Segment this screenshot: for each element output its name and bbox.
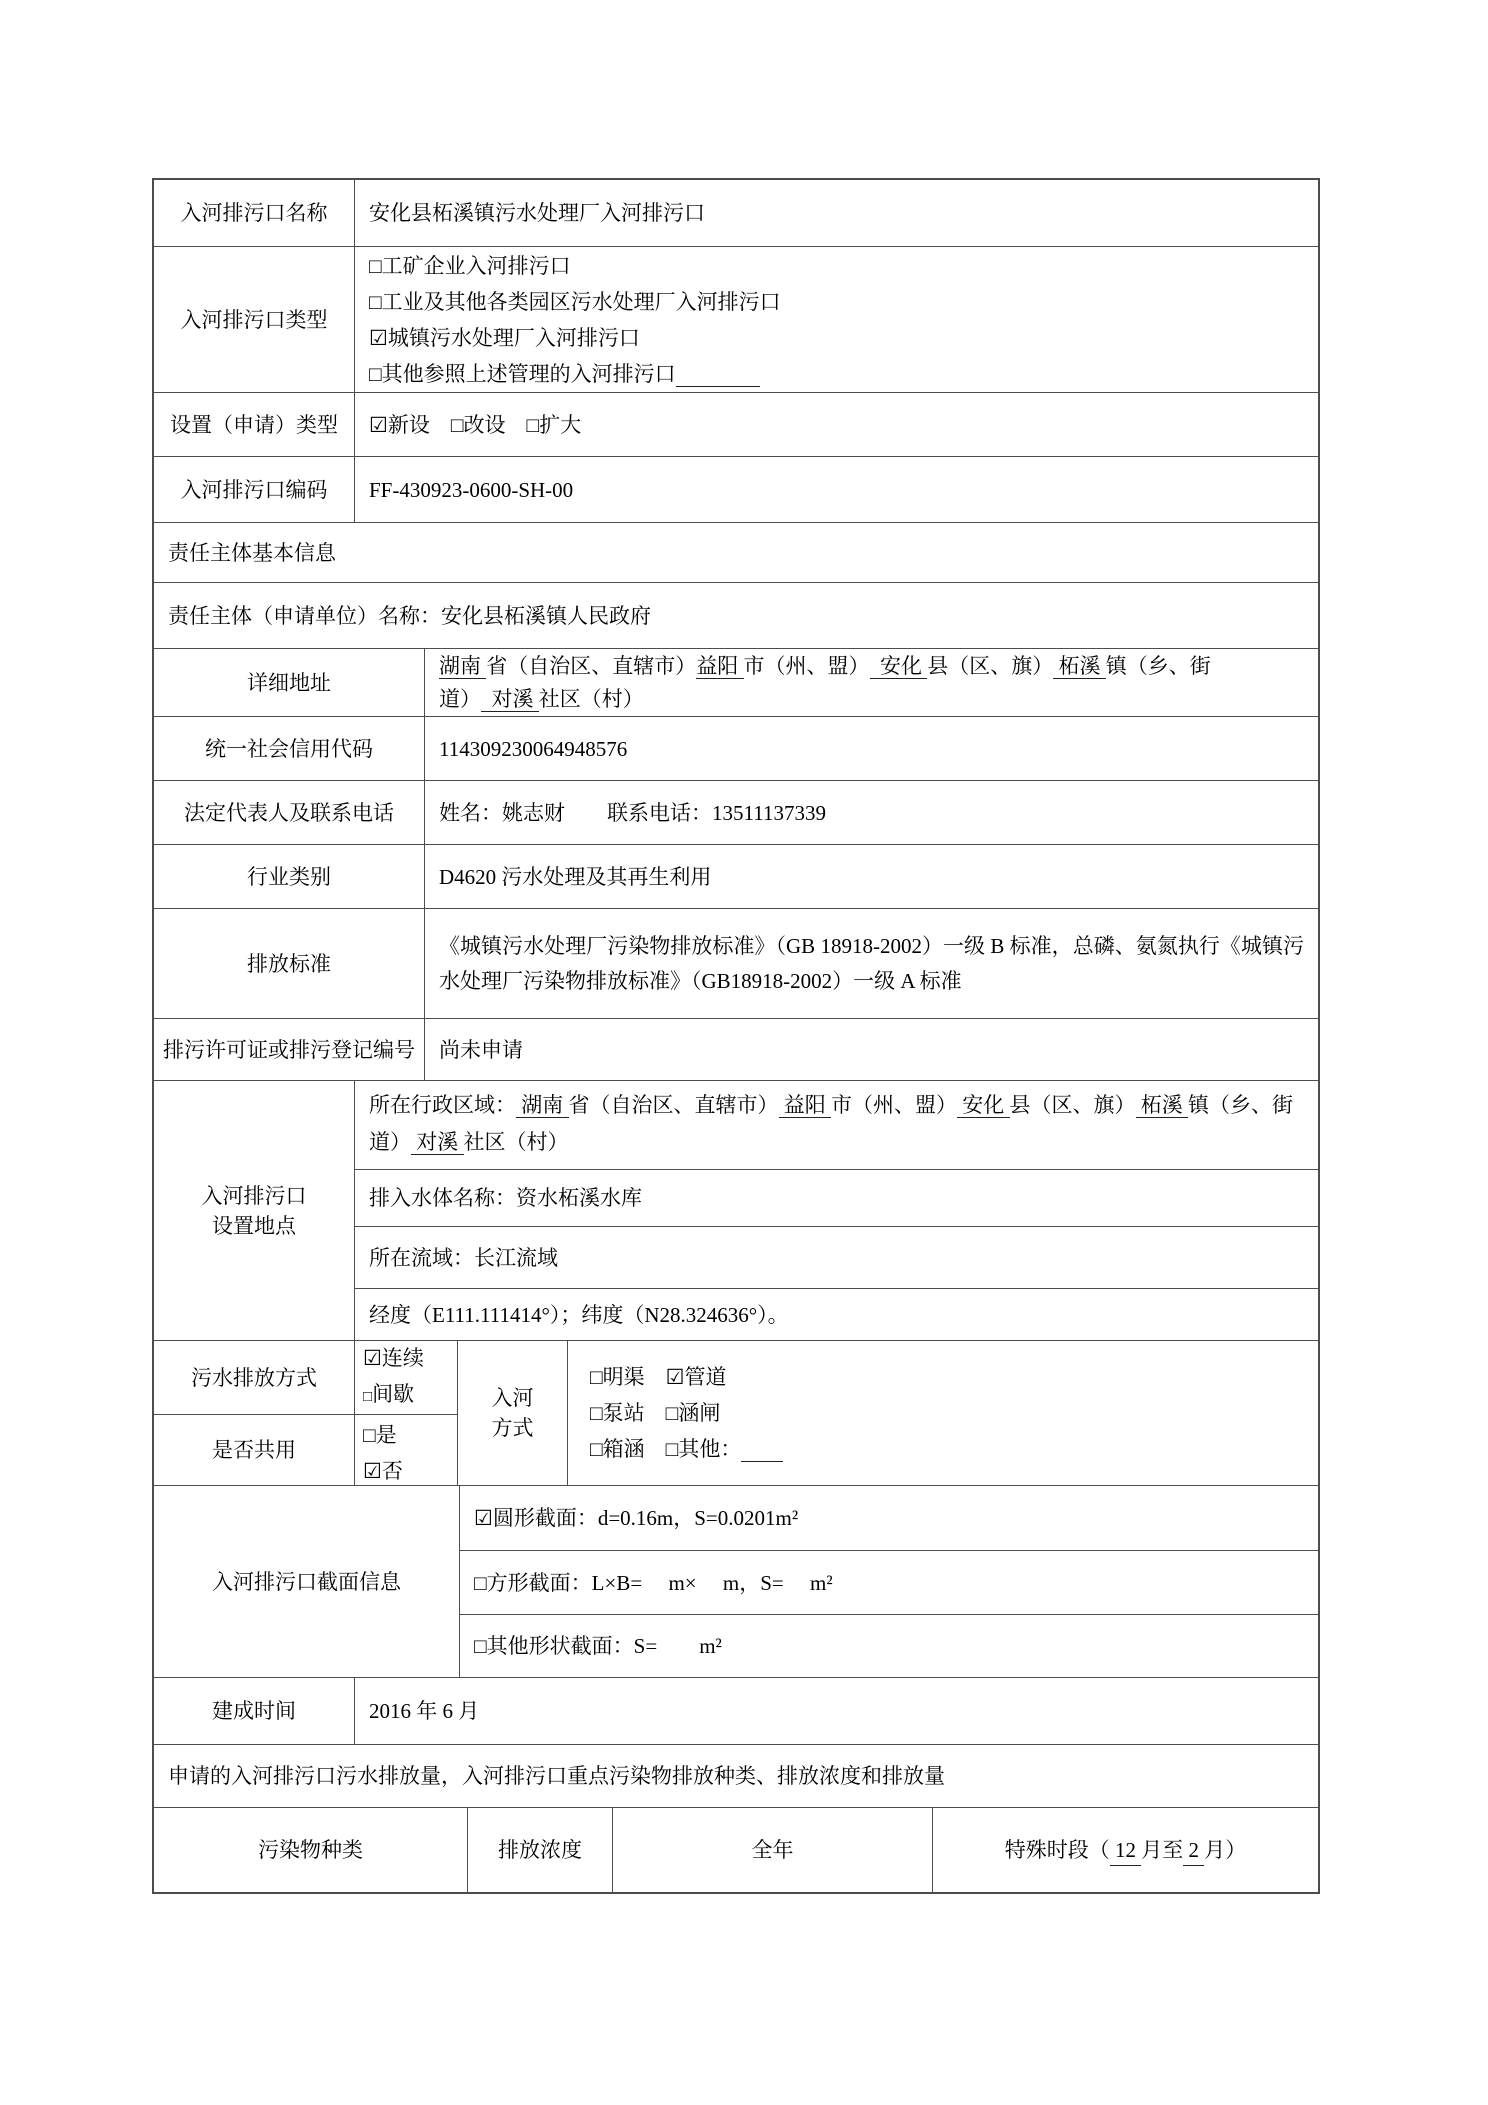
option-line xyxy=(590,1431,1304,1467)
pollutant-header-row xyxy=(154,1807,1318,1892)
option-line: ☑城镇污水处理厂入河排污口 xyxy=(369,325,640,350)
text-segment: 所在行政区域： xyxy=(369,1093,516,1117)
discharge-shared-label: 是否共用 xyxy=(154,1414,354,1485)
option-line: □泵站 □涵闸 xyxy=(590,1401,721,1425)
outlet-code-row xyxy=(154,456,1318,522)
location-label-line1: 入河排污口 xyxy=(201,1183,307,1208)
section-info-label: 入河排污口截面信息 xyxy=(212,1569,401,1594)
section-square-row: □方形截面：L×B= m× m，S= m² xyxy=(460,1550,1318,1614)
standard-value: 《城镇污水处理厂污染物排放标准》（GB 18918-2002）一级 B 标准，总磷、氨氮执行《城镇污水处理厂污染物排放标准》（GB18918-2002）一级 A 标准 xyxy=(424,909,1318,1018)
industry-value: D4620 污水处理及其再生利用 xyxy=(424,845,1318,908)
legal-rep-value: 姓名：姚志财 联系电话：13511137339 xyxy=(424,781,1318,844)
entry-mode-label-line2: 方式 xyxy=(491,1416,534,1440)
location-coordinates: 经度（E111.111414°）；纬度（N28.324636°）。 xyxy=(355,1288,1318,1340)
text-segment: 对溪 xyxy=(411,1130,464,1154)
text-segment: 间歇 xyxy=(372,1382,415,1406)
outlet-type-options xyxy=(354,247,1318,392)
entry-mode-label xyxy=(457,1341,567,1485)
setup-type-label: 设置（申请）类型 xyxy=(170,412,338,437)
outfall-application-form xyxy=(152,178,1320,1894)
location-label-line2: 设置地点 xyxy=(212,1213,296,1238)
location-label xyxy=(154,1081,354,1340)
location-row xyxy=(154,1080,1318,1340)
discharge-row xyxy=(154,1340,1318,1485)
section-info-row xyxy=(154,1485,1318,1677)
discharge-labels-col xyxy=(154,1341,354,1485)
option-line: □是 xyxy=(363,1423,397,1447)
text-segment: 省（自治区、直辖市） xyxy=(568,1093,779,1117)
outlet-name-row xyxy=(154,180,1318,246)
completion-label: 建成时间 xyxy=(212,1699,296,1723)
text-segment: 社区（村） xyxy=(538,687,644,711)
text-segment: 对溪 xyxy=(481,687,539,711)
legal-rep-row xyxy=(154,780,1318,844)
credit-code-row xyxy=(154,716,1318,780)
text-segment: 市（州、盟） xyxy=(831,1093,957,1117)
permit-value: 尚未申请 xyxy=(424,1019,1318,1080)
outlet-name-value: 安化县柘溪镇污水处理厂入河排污口 xyxy=(354,180,1318,246)
subject-name-row xyxy=(154,582,1318,648)
section-info-subtable xyxy=(459,1486,1318,1677)
discharge-mode-options xyxy=(355,1341,457,1414)
text-segment: 市（州、盟） xyxy=(743,654,870,678)
location-water-body: 排入水体名称：资水柘溪水库 xyxy=(355,1169,1318,1227)
option-line: □工业及其他各类园区污水处理厂入河排污口 xyxy=(369,289,781,314)
section-other-row: □其他形状截面：S= m² xyxy=(460,1614,1318,1677)
text-segment: 湖南 xyxy=(439,654,487,678)
permit-label: 排污许可证或排污登记编号 xyxy=(163,1037,415,1062)
outlet-code-value: FF-430923-0600-SH-00 xyxy=(354,457,1318,522)
text-segment: 省（自治区、直辖市） xyxy=(486,654,697,678)
option-line xyxy=(363,1376,449,1415)
legal-rep-label: 法定代表人及联系电话 xyxy=(184,800,394,825)
permit-row xyxy=(154,1018,1318,1080)
industry-label: 行业类别 xyxy=(247,864,331,889)
text-segment: 2 xyxy=(1183,1835,1204,1866)
discharge-shared-options xyxy=(355,1414,457,1491)
setup-type-value: ☑新设 □改设 □扩大 xyxy=(354,393,1318,456)
text-segment: 柘溪 xyxy=(1053,654,1106,678)
discharge-mode-label: 污水排放方式 xyxy=(191,1365,317,1390)
entry-mode-options xyxy=(567,1341,1318,1485)
subject-section-title: 责任主体基本信息 xyxy=(168,540,336,565)
text-segment: □其他参照上述管理的入河排污口 xyxy=(369,361,676,386)
completion-row xyxy=(154,1677,1318,1744)
text-segment: □ xyxy=(363,1389,373,1405)
option-line: □工矿企业入河排污口 xyxy=(369,253,571,278)
discharge-checkbox-col xyxy=(354,1341,457,1485)
address-value xyxy=(424,649,1318,716)
apply-note-text: 申请的入河排污口污水排放量，入河排污口重点污染物排放种类、排放浓度和排放量 xyxy=(168,1764,945,1788)
setup-type-row xyxy=(154,392,1318,456)
text-segment: 湖南 xyxy=(516,1093,569,1117)
text-segment: 镇（乡、街道） xyxy=(369,1093,1293,1154)
annual-header: 全年 xyxy=(612,1808,932,1892)
text-segment xyxy=(741,1437,783,1462)
industry-row xyxy=(154,844,1318,908)
text-segment: 安化 xyxy=(957,1093,1010,1117)
subject-section-row xyxy=(154,522,1318,582)
pollutant-type-header: 污染物种类 xyxy=(258,1838,363,1862)
text-segment: 镇（乡、街道） xyxy=(439,654,1211,711)
concentration-header: 排放浓度 xyxy=(467,1808,612,1892)
option-line: ☑连续 xyxy=(363,1346,424,1370)
entry-mode-label-line1: 入河 xyxy=(491,1386,534,1410)
special-period-header xyxy=(932,1808,1318,1892)
text-segment: 月） xyxy=(1204,1838,1247,1862)
apply-note-row xyxy=(154,1744,1318,1807)
standard-row xyxy=(154,908,1318,1018)
location-admin-region xyxy=(355,1081,1318,1169)
credit-code-value: 114309230064948576 xyxy=(424,717,1318,780)
text-segment: 益阳 xyxy=(696,654,744,678)
standard-label: 排放标准 xyxy=(247,951,331,976)
outlet-name-label: 入河排污口名称 xyxy=(180,201,328,225)
option-line: ☑否 xyxy=(363,1459,403,1483)
text-segment xyxy=(676,362,760,387)
option-line xyxy=(369,356,1304,392)
outlet-type-label: 入河排污口类型 xyxy=(180,307,328,332)
text-segment: 月至 xyxy=(1141,1838,1184,1862)
outlet-code-label: 入河排污口编码 xyxy=(180,477,328,502)
text-segment: 特殊时段（ xyxy=(1004,1838,1110,1862)
text-segment: 社区（村） xyxy=(463,1130,569,1154)
location-basin: 所在流域：长江流域 xyxy=(355,1226,1318,1288)
text-segment: 柘溪 xyxy=(1135,1093,1188,1117)
credit-code-label: 统一社会信用代码 xyxy=(205,736,373,761)
address-row xyxy=(154,648,1318,716)
text-segment: 县（区、旗） xyxy=(927,654,1054,678)
text-segment: 安化 xyxy=(869,654,928,678)
address-label: 详细地址 xyxy=(247,670,331,695)
text-segment: 县（区、旗） xyxy=(1009,1093,1136,1117)
completion-value: 2016 年 6 月 xyxy=(354,1678,1318,1744)
outlet-type-row xyxy=(154,246,1318,392)
option-line: □明渠 ☑管道 xyxy=(590,1365,727,1389)
text-segment: 益阳 xyxy=(778,1093,831,1117)
text-segment: 12 xyxy=(1110,1835,1142,1866)
text-segment: □箱涵 □其他： xyxy=(590,1437,742,1461)
section-circle-row: ☑圆形截面：d=0.16m，S=0.0201m² xyxy=(474,1506,799,1530)
subject-name-value: 责任主体（申请单位）名称：安化县柘溪镇人民政府 xyxy=(168,603,651,628)
location-subtable xyxy=(354,1081,1318,1340)
